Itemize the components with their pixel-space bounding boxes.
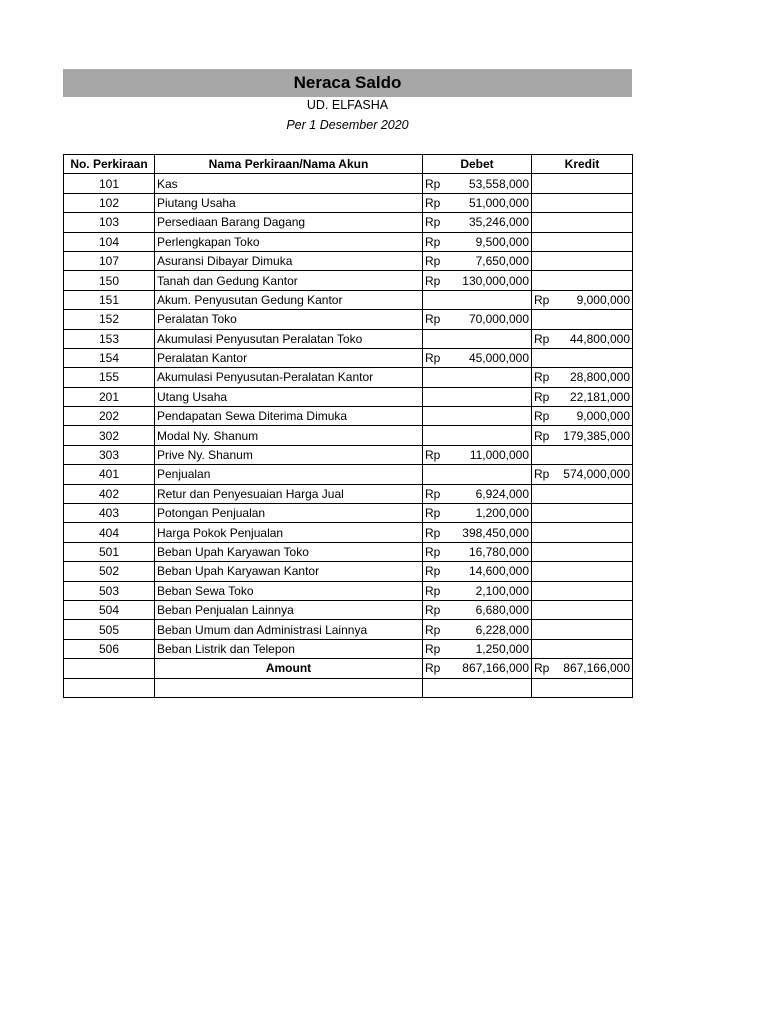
currency-label: Rp — [425, 641, 441, 656]
currency-label: Rp — [425, 254, 441, 269]
currency-label: Rp — [534, 389, 550, 404]
table-row — [64, 620, 633, 639]
debet-cell — [423, 581, 532, 600]
account-number: 152 — [64, 310, 155, 329]
table-row — [64, 193, 633, 212]
account-name: Retur dan Penyesuaian Harga Jual — [155, 484, 423, 503]
table-row — [64, 445, 633, 464]
debet-cell — [423, 348, 532, 367]
table-row — [64, 251, 633, 270]
debet-cell — [423, 639, 532, 658]
table-row — [64, 310, 633, 329]
account-name: Harga Pokok Penjualan — [155, 523, 423, 542]
currency-label: Rp — [425, 312, 441, 327]
account-name: Beban Sewa Toko — [155, 581, 423, 600]
table-row — [64, 562, 633, 581]
total-kredit-cell — [532, 659, 633, 678]
account-name: Perlengkapan Toko — [155, 232, 423, 251]
currency-label: Rp — [425, 448, 441, 463]
debet-cell — [423, 193, 532, 212]
debet-value: 53,558,000 — [468, 176, 529, 191]
kredit-cell — [532, 193, 633, 212]
debet-value: 6,680,000 — [475, 603, 529, 618]
debet-value: 14,600,000 — [468, 564, 529, 579]
account-number: 150 — [64, 271, 155, 290]
debet-value: 11,000,000 — [469, 448, 529, 463]
debet-cell — [423, 562, 532, 581]
debet-cell — [423, 232, 532, 251]
currency-label: Rp — [425, 603, 441, 618]
account-number: 302 — [64, 426, 155, 445]
table-row — [64, 465, 633, 484]
total-label: Amount — [155, 659, 423, 678]
currency-label: Rp — [425, 351, 441, 366]
debet-value: 2,100,000 — [475, 583, 529, 598]
debet-cell — [423, 310, 532, 329]
kredit-cell — [532, 387, 633, 406]
report-period: Per 1 Desember 2020 — [286, 118, 409, 132]
total-row — [64, 659, 633, 678]
table-row — [64, 523, 633, 542]
currency-label: Rp — [425, 506, 441, 521]
kredit-cell — [532, 484, 633, 503]
debet-cell — [423, 387, 532, 406]
currency-label: Rp — [425, 622, 441, 637]
debet-cell — [423, 426, 532, 445]
empty-cell — [64, 678, 155, 697]
table-row — [64, 542, 633, 561]
table-row — [64, 600, 633, 619]
kredit-cell — [532, 562, 633, 581]
table-row — [64, 581, 633, 600]
kredit-cell — [532, 329, 633, 348]
table-row — [64, 213, 633, 232]
debet-value: 130,000,000 — [462, 273, 529, 288]
debet-cell — [423, 484, 532, 503]
total-spacer — [64, 659, 155, 678]
debet-cell — [423, 290, 532, 309]
account-name: Penjualan — [155, 465, 423, 484]
kredit-cell — [532, 445, 633, 464]
currency-label: Rp — [425, 234, 441, 249]
kredit-cell — [532, 426, 633, 445]
account-number: 153 — [64, 329, 155, 348]
currency-label: Rp — [425, 195, 441, 210]
account-number: 303 — [64, 445, 155, 464]
kredit-value: 22,181,000 — [569, 389, 630, 404]
table-row — [64, 407, 633, 426]
kredit-cell — [532, 581, 633, 600]
debet-cell — [423, 542, 532, 561]
account-number: 102 — [64, 193, 155, 212]
account-name: Kas — [155, 174, 423, 193]
empty-cell — [155, 678, 423, 697]
debet-cell — [423, 407, 532, 426]
account-number: 151 — [64, 290, 155, 309]
account-number: 403 — [64, 504, 155, 523]
debet-cell — [423, 213, 532, 232]
account-number: 505 — [64, 620, 155, 639]
kredit-cell — [532, 251, 633, 270]
account-name: Beban Listrik dan Telepon — [155, 639, 423, 658]
total-debet-value: 867,166,000 — [462, 661, 529, 676]
table-row — [64, 426, 633, 445]
account-name: Akum. Penyusutan Gedung Kantor — [155, 290, 423, 309]
account-number: 101 — [64, 174, 155, 193]
currency-label: Rp — [534, 331, 550, 346]
kredit-cell — [532, 348, 633, 367]
report-title-text: Neraca Saldo — [293, 73, 402, 92]
currency-label: Rp — [425, 176, 441, 191]
column-header-debet: Debet — [423, 155, 532, 174]
debet-cell — [423, 329, 532, 348]
empty-cell — [423, 678, 532, 697]
debet-cell — [423, 504, 532, 523]
currency-label: Rp — [534, 467, 550, 482]
debet-cell — [423, 523, 532, 542]
debet-value: 45,000,000 — [468, 351, 529, 366]
account-name: Pendapatan Sewa Diterima Dimuka — [155, 407, 423, 426]
table-row — [64, 387, 633, 406]
kredit-cell — [532, 310, 633, 329]
account-name: Tanah dan Gedung Kantor — [155, 271, 423, 290]
account-name: Akumulasi Penyusutan-Peralatan Kantor — [155, 368, 423, 387]
account-number: 501 — [64, 542, 155, 561]
table-row — [64, 232, 633, 251]
empty-row — [64, 678, 633, 697]
account-name: Utang Usaha — [155, 387, 423, 406]
debet-cell — [423, 271, 532, 290]
currency-label: Rp — [425, 583, 441, 598]
table-row — [64, 271, 633, 290]
kredit-cell — [532, 290, 633, 309]
account-number: 154 — [64, 348, 155, 367]
currency-label: Rp — [534, 428, 550, 443]
account-name: Peralatan Toko — [155, 310, 423, 329]
account-number: 502 — [64, 562, 155, 581]
table-row — [64, 348, 633, 367]
kredit-value: 9,000,000 — [576, 292, 630, 307]
kredit-cell — [532, 542, 633, 561]
currency-label: Rp — [425, 525, 441, 540]
debet-value: 16,780,000 — [468, 545, 529, 559]
debet-value: 1,250,000 — [475, 641, 529, 656]
account-number: 104 — [64, 232, 155, 251]
debet-value: 398,450,000 — [462, 525, 529, 540]
currency-label: Rp — [425, 215, 441, 230]
account-name: Akumulasi Penyusutan Peralatan Toko — [155, 329, 423, 348]
table-row — [64, 290, 633, 309]
table-row — [64, 484, 633, 503]
debet-value: 1,200,000 — [475, 506, 529, 521]
trial-balance-table — [63, 154, 633, 698]
debet-value: 7,650,000 — [475, 254, 529, 269]
column-header-name: Nama Perkiraan/Nama Akun — [155, 155, 423, 174]
empty-cell — [532, 678, 633, 697]
table-row — [64, 174, 633, 193]
table-row — [64, 639, 633, 658]
debet-value: 6,924,000 — [475, 486, 529, 501]
header-row — [64, 155, 633, 174]
kredit-cell — [532, 271, 633, 290]
debet-cell — [423, 445, 532, 464]
account-name: Prive Ny. Shanum — [155, 445, 423, 464]
kredit-cell — [532, 523, 633, 542]
currency-label: Rp — [534, 661, 550, 676]
kredit-cell — [532, 504, 633, 523]
account-number: 404 — [64, 523, 155, 542]
account-number: 504 — [64, 600, 155, 619]
debet-cell — [423, 465, 532, 484]
debet-value: 6,228,000 — [475, 622, 529, 637]
account-name: Beban Penjualan Lainnya — [155, 600, 423, 619]
currency-label: Rp — [425, 661, 441, 676]
company-name: UD. ELFASHA — [306, 98, 389, 112]
currency-label: Rp — [534, 370, 550, 385]
account-name: Persediaan Barang Dagang — [155, 213, 423, 232]
account-number: 155 — [64, 368, 155, 387]
account-name: Piutang Usaha — [155, 193, 423, 212]
kredit-value: 28,800,000 — [569, 370, 630, 385]
kredit-cell — [532, 620, 633, 639]
kredit-value: 44,800,000 — [569, 331, 630, 346]
kredit-cell — [532, 213, 633, 232]
kredit-value: 9,000,000 — [576, 409, 630, 424]
kredit-cell — [532, 368, 633, 387]
debet-cell — [423, 174, 532, 193]
account-number: 401 — [64, 465, 155, 484]
account-name: Peralatan Kantor — [155, 348, 423, 367]
table-row — [64, 504, 633, 523]
debet-value: 35,246,000 — [468, 215, 529, 230]
debet-cell — [423, 251, 532, 270]
kredit-cell — [532, 232, 633, 251]
debet-value: 51,000,000 — [468, 195, 529, 210]
kredit-cell — [532, 639, 633, 658]
debet-value: 9,500,000 — [475, 234, 529, 249]
currency-label: Rp — [425, 564, 441, 579]
table-row — [64, 329, 633, 348]
account-number: 103 — [64, 213, 155, 232]
account-name: Beban Upah Karyawan Toko — [155, 542, 423, 561]
account-number: 202 — [64, 407, 155, 426]
kredit-value: 179,385,000 — [563, 428, 630, 443]
account-name: Beban Umum dan Administrasi Lainnya — [155, 620, 423, 639]
kredit-cell — [532, 600, 633, 619]
currency-label: Rp — [534, 292, 550, 307]
account-name: Asuransi Dibayar Dimuka — [155, 251, 423, 270]
account-number: 506 — [64, 639, 155, 658]
account-name: Potongan Penjualan — [155, 504, 423, 523]
table-row — [64, 368, 633, 387]
total-debet-cell — [423, 659, 532, 678]
account-number: 402 — [64, 484, 155, 503]
kredit-cell — [532, 407, 633, 426]
column-header-kredit: Kredit — [532, 155, 633, 174]
total-kredit-value: 867,166,000 — [563, 661, 630, 676]
report-title — [63, 69, 632, 97]
debet-value: 70,000,000 — [468, 312, 529, 327]
debet-cell — [423, 600, 532, 619]
account-name: Modal Ny. Shanum — [155, 426, 423, 445]
currency-label: Rp — [425, 273, 441, 288]
ledger-body — [64, 174, 633, 659]
kredit-cell — [532, 465, 633, 484]
kredit-cell — [532, 174, 633, 193]
currency-label: Rp — [534, 409, 550, 424]
currency-label: Rp — [425, 486, 441, 501]
account-number: 201 — [64, 387, 155, 406]
kredit-value: 574,000,000 — [563, 467, 630, 482]
debet-cell — [423, 620, 532, 639]
column-header-no: No. Perkiraan — [64, 155, 155, 174]
account-number: 503 — [64, 581, 155, 600]
debet-cell — [423, 368, 532, 387]
account-number: 107 — [64, 251, 155, 270]
currency-label: Rp — [425, 545, 441, 559]
account-name: Beban Upah Karyawan Kantor — [155, 562, 423, 581]
